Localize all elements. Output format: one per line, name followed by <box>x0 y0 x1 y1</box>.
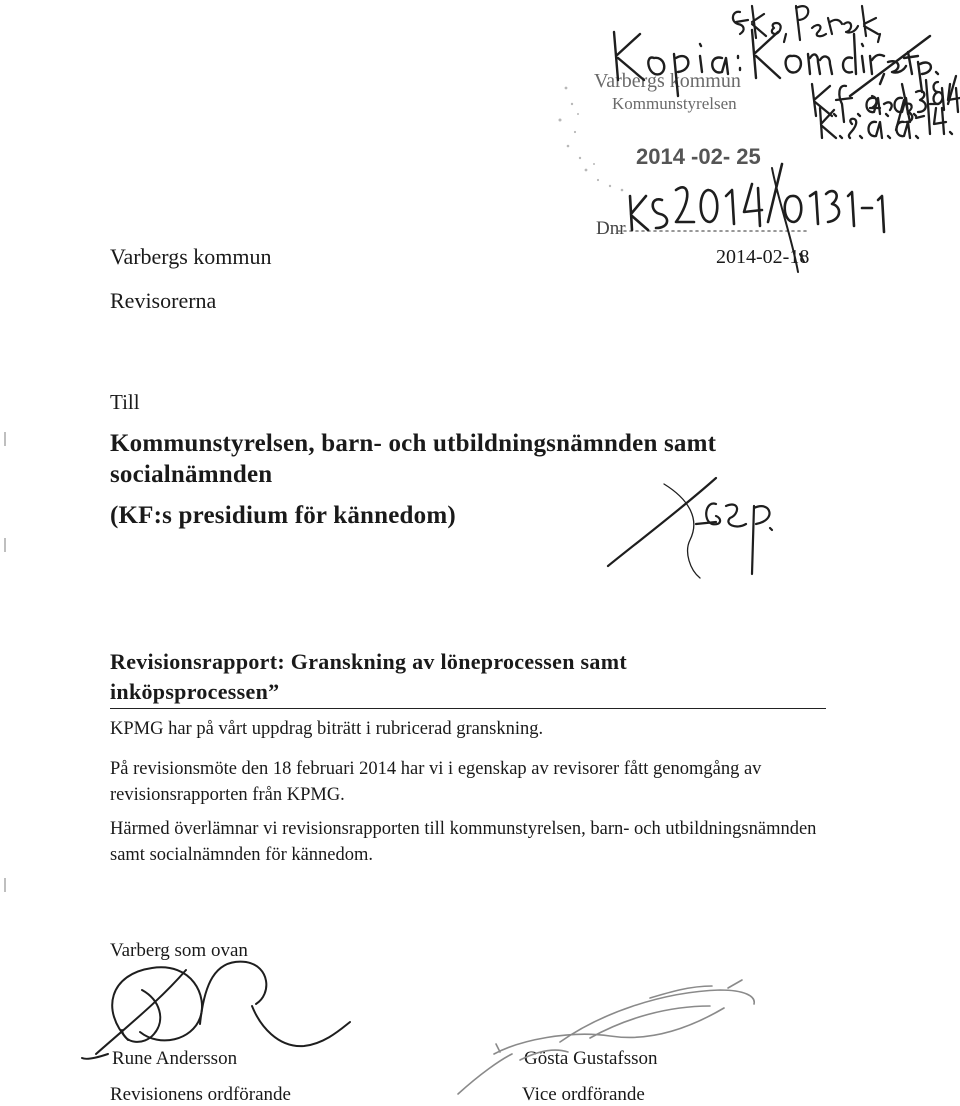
top-note-handwriting <box>733 6 880 42</box>
signatory-1-title: Revisionens ordförande <box>110 1084 291 1105</box>
ka-note-2-handwriting <box>820 96 952 138</box>
signatory-2-name: Gösta Gustafsson <box>524 1048 658 1069</box>
recipient-label: Till <box>110 390 140 414</box>
signature-rune-andersson <box>82 962 350 1059</box>
scan-margin-mark <box>4 538 6 552</box>
recipient-line-3: (KF:s presidium för kännedom) <box>110 502 456 529</box>
subject-underline <box>110 708 826 709</box>
scan-margin-mark <box>4 432 6 446</box>
subject-line-1: Revisionsrapport: Granskning av löneprocessen samt <box>110 649 627 674</box>
scan-margin-mark <box>4 878 6 892</box>
ka-note-1b-handwriting <box>902 84 960 122</box>
letter-date: 2014-02-18 <box>716 246 810 268</box>
signatory-1-name: Rune Andersson <box>112 1048 238 1069</box>
stamp-received-date: 2014 -02- 25 <box>636 144 761 169</box>
subject-line-2: inköpsprocessen” <box>110 679 280 704</box>
recipient-line-2: socialnämnden <box>110 461 273 488</box>
sender-organization: Varbergs kommun <box>110 244 272 269</box>
ka-note-1-handwriting <box>812 76 956 122</box>
stamp-dnr-label: Dnr <box>596 218 626 239</box>
body-paragraph-2: På revisionsmöte den 18 februari 2014 har vi i egenskap av revisorer fått genomgång av revisionsrapporten från KPMG. <box>110 759 762 805</box>
dnr-number-handwriting <box>630 164 884 232</box>
stamp-line-municipality: Varbergs kommun <box>594 70 741 92</box>
signature-gosta-gustafsson <box>458 980 754 1094</box>
recipient-line-1: Kommunstyrelsen, barn- och utbildningsnämnden samt <box>110 430 717 457</box>
sender-department: Revisorerna <box>110 288 217 313</box>
body-paragraph-1: KPMG har på vårt uppdrag biträtt i rubricerad granskning. <box>110 719 544 739</box>
body-paragraph-3: Härmed överlämnar vi revisionsrapporten till kommunstyrelsen, barn- och utbildningsnämnden samt socialnämnden för kännedom. <box>110 819 817 865</box>
signatory-2-title: Vice ordförande <box>522 1084 645 1105</box>
initials-handwriting <box>608 478 772 578</box>
stamp-line-board: Kommunstyrelsen <box>612 94 737 113</box>
closing-line: Varberg som ovan <box>110 940 248 961</box>
